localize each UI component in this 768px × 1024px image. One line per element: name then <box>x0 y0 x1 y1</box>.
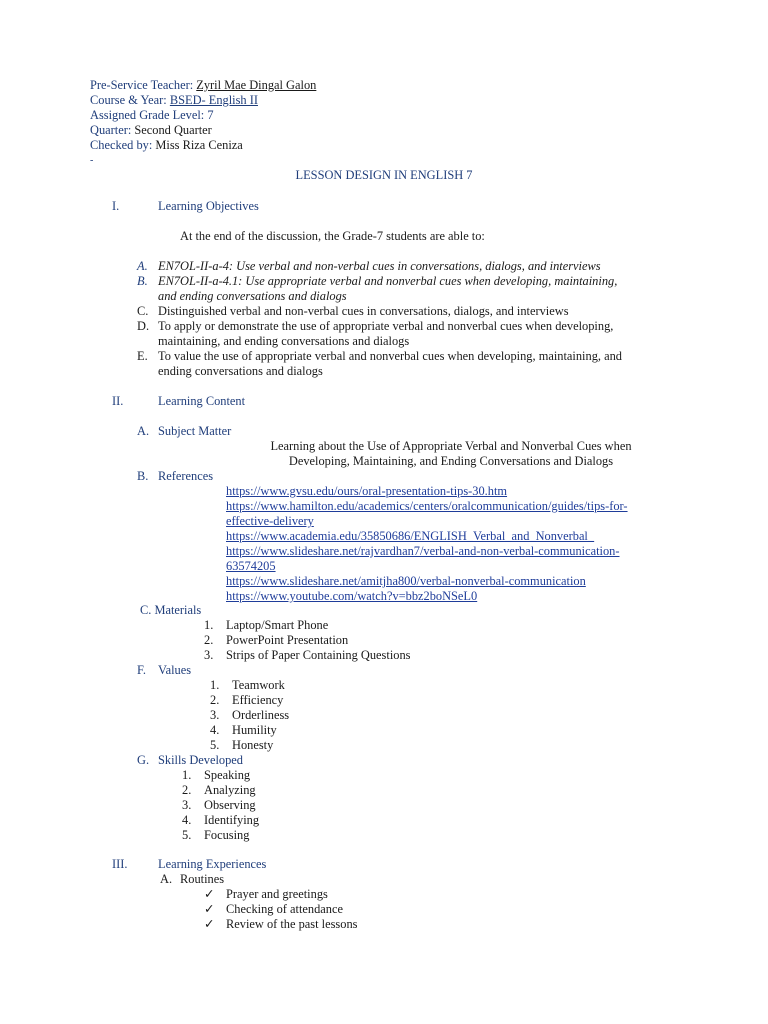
material-number: 3. <box>204 648 214 662</box>
subject-matter-label: Subject Matter <box>158 424 232 438</box>
skill-item: Speaking <box>204 768 251 782</box>
values-label: Values <box>158 663 192 677</box>
checked-line <box>90 138 243 153</box>
quarter-line <box>90 123 212 138</box>
grade-value: 7 <box>207 108 214 122</box>
checked-label: Checked by: <box>90 138 153 152</box>
routine-item: Review of the past lessons <box>226 917 358 931</box>
section-1-heading: Learning Objectives <box>158 199 259 213</box>
skill-item: Focusing <box>204 828 250 842</box>
value-number: 2. <box>210 693 220 707</box>
references-letter: B. <box>137 469 149 483</box>
material-item: Laptop/Smart Phone <box>226 618 329 632</box>
objective-b-text-1: Use appropriate verbal and nonverbal cues when developing, maintaining, <box>245 274 618 288</box>
objective-a-text: Use verbal and non-verbal cues in conversations, dialogs, and interviews <box>236 259 601 273</box>
material-item: PowerPoint Presentation <box>226 633 349 647</box>
section-2-heading: Learning Content <box>158 394 246 408</box>
routine-item: Checking of attendance <box>226 902 343 916</box>
objective-c-text: Distinguished verbal and non-verbal cues in conversations, dialogs, and interviews <box>158 304 569 318</box>
check-icon: ✓ <box>204 902 215 916</box>
materials-label: C. Materials <box>140 603 202 617</box>
skill-number: 5. <box>182 828 192 842</box>
objective-a <box>158 259 601 274</box>
objective-a-letter: A. <box>137 259 148 273</box>
objectives-intro: At the end of the discussion, the Grade-7 students are able to: <box>180 229 485 243</box>
value-item: Honesty <box>232 738 274 752</box>
material-number: 2. <box>204 633 214 647</box>
objective-c-letter: C. <box>137 304 149 318</box>
teacher-name: Zyril Mae Dingal Galon <box>196 78 317 92</box>
quarter-value: Second Quarter <box>134 123 212 137</box>
value-number: 5. <box>210 738 220 752</box>
value-number: 3. <box>210 708 220 722</box>
subject-matter-line-2: Developing, Maintaining, and Ending Conversations and Dialogs <box>288 454 614 468</box>
skill-item: Observing <box>204 798 256 812</box>
section-3-heading: Learning Experiences <box>158 857 267 871</box>
material-number: 1. <box>204 618 214 632</box>
objective-e-letter: E. <box>137 349 148 363</box>
objective-b-letter: B. <box>137 274 148 288</box>
routines-label: Routines <box>180 872 225 886</box>
reference-link-slideshare-amitjha[interactable]: https://www.slideshare.net/amitjha800/verbal-nonverbal-communication <box>226 574 586 588</box>
teacher-label: Pre-Service Teacher: <box>90 78 194 92</box>
routines-letter: A. <box>160 872 173 886</box>
section-3-numeral: III. <box>112 857 128 871</box>
check-icon: ✓ <box>204 917 215 931</box>
subject-matter-letter: A. <box>137 424 150 438</box>
reference-link-hamilton-cont[interactable]: effective-delivery <box>226 514 314 528</box>
objective-b-text-2: and ending conversations and dialogs <box>158 289 347 303</box>
skill-item: Analyzing <box>204 783 256 797</box>
section-2-numeral: II. <box>112 394 124 408</box>
reference-link-gvsu[interactable]: https://www.gvsu.edu/ours/oral-presentation-tips-30.htm <box>226 484 508 498</box>
header-dash: - <box>90 155 94 166</box>
objective-d-text-2: maintaining, and ending conversations and dialogs <box>158 334 410 348</box>
grade-label: Assigned Grade Level: <box>90 108 205 122</box>
skill-number: 4. <box>182 813 192 827</box>
value-number: 4. <box>210 723 220 737</box>
objective-d-text-1: To apply or demonstrate the use of appropriate verbal and nonverbal cues when developing, <box>158 319 614 333</box>
check-icon: ✓ <box>204 887 215 901</box>
skill-number: 1. <box>182 768 192 782</box>
objective-e-text-2: ending conversations and dialogs <box>158 364 323 378</box>
value-item: Efficiency <box>232 693 284 707</box>
material-item: Strips of Paper Containing Questions <box>226 648 411 662</box>
skill-item: Identifying <box>204 813 260 827</box>
references-label: References <box>158 469 214 483</box>
objective-d-letter: D. <box>137 319 150 333</box>
section-1-numeral: I. <box>112 199 120 213</box>
reference-link-youtube[interactable]: https://www.youtube.com/watch?v=bbz2boNSeL0 <box>226 589 478 603</box>
course-value: BSED- English II <box>169 93 258 107</box>
objective-a-code: EN7OL-II-a-4: <box>158 259 234 273</box>
objective-e-text-1: To value the use of appropriate verbal and nonverbal cues when developing, maintaining, and <box>158 349 622 363</box>
reference-link-slideshare-rajvardhan-cont[interactable]: 63574205 <box>226 559 276 573</box>
skill-number: 2. <box>182 783 192 797</box>
reference-link-academia[interactable]: https://www.academia.edu/35850686/ENGLISH_Verbal_and_Nonverbal_ <box>226 529 595 543</box>
value-item: Humility <box>232 723 277 737</box>
course-line <box>90 93 258 108</box>
skills-label: Skills Developed <box>158 753 244 767</box>
values-letter: F. <box>137 663 146 677</box>
objective-b-code: EN7OL-II-a-4.1: <box>158 274 243 288</box>
value-item: Orderliness <box>232 708 290 722</box>
grade-line <box>90 108 214 123</box>
checked-value: Miss Riza Ceniza <box>155 138 243 152</box>
subject-matter-line-1: Learning about the Use of Appropriate Verbal and Nonverbal Cues when <box>270 439 632 453</box>
document-title: LESSON DESIGN IN ENGLISH 7 <box>295 168 473 182</box>
skills-letter: G. <box>137 753 150 767</box>
routine-item: Prayer and greetings <box>226 887 328 901</box>
value-number: 1. <box>210 678 220 692</box>
objective-b <box>158 274 617 289</box>
course-label: Course & Year: <box>90 93 167 107</box>
reference-link-slideshare-rajvardhan[interactable]: https://www.slideshare.net/rajvardhan7/verbal-and-non-verbal-communication- <box>226 544 620 558</box>
teacher-line <box>90 78 316 93</box>
skill-number: 3. <box>182 798 192 812</box>
quarter-label: Quarter: <box>90 123 132 137</box>
value-item: Teamwork <box>232 678 285 692</box>
reference-link-hamilton[interactable]: https://www.hamilton.edu/academics/centers/oralcommunication/guides/tips-for- <box>226 499 628 513</box>
